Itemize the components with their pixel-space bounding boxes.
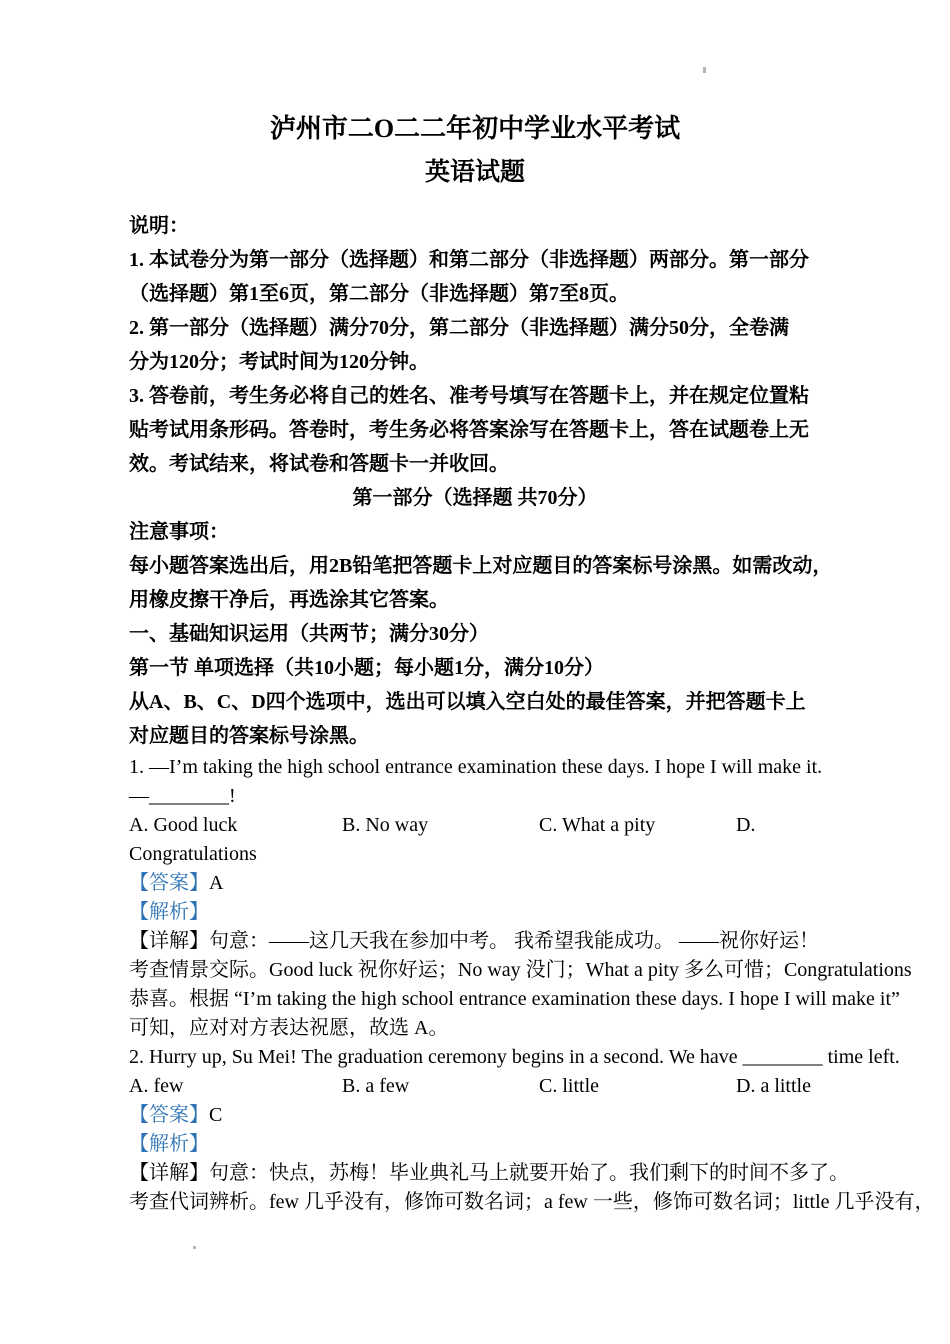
question-1-explanation-line-3: 恭喜。根据 “I’m taking the high school entrance examination these days. I hope I will make it” [129,988,900,1010]
question-1-option-b: B. No way [342,814,429,836]
answer-label: 【答案】 [129,1104,209,1126]
instruction-item-2-line-1: 2. 第一部分（选择题）满分70分，第二部分（非选择题）满分50分，全卷满 [129,317,789,339]
direction-line-1: 从A、B、C、D四个选项中，选出可以填入空白处的最佳答案，并把答题卡上 [129,691,806,713]
notice-line-1: 每小题答案选出后，用2B铅笔把答题卡上对应题目的答案标号涂黑。如需改动， [129,555,833,577]
instructions-heading: 说明： [129,215,189,237]
instruction-item-3-line-2: 贴考试用条形码。答卷时，考生务必将答案涂写在答题卡上，答在试题卷上无 [129,419,809,441]
question-2-option-d: D. a little [736,1075,811,1097]
question-1-explanation-line-2: 考查情景交际。Good luck 祝你好运；No way 没门；What a pity 多么可惜；Congratulations [129,959,912,981]
question-2-option-b: B. a few [342,1075,410,1097]
answer-label: 【答案】 [129,872,209,894]
section1-heading: 一、基础知识运用（共两节；满分30分） [129,623,489,645]
question-1-stem-line-1: 1. —I’m taking the high school entrance examination these days. I hope I will make it. [129,756,823,778]
questions-area [129,753,935,1217]
analysis-label: 【解析】 [129,901,209,923]
question-1-explanation-line-4: 可知，应对对方表达祝愿，故选 A。 [129,1017,449,1039]
question-1-option-d: D. [736,814,756,836]
exam-instructions [129,209,833,753]
exam-title: 泸州市二O二二年初中学业水平考试 [269,114,681,143]
question-1-option-a: A. Good luck [129,814,238,836]
question-2-answer-line [129,1101,821,1130]
section1-subsection-heading: 第一节 单项选择（共10小题；每小题1分，满分10分） [129,657,604,679]
document-content [129,0,935,1217]
notice-line-2: 用橡皮擦干净后，再选涂其它答案。 [129,589,449,611]
question-1-analysis-line [129,898,821,927]
question-1-stem-line-2: —________! [129,785,236,807]
part1-heading: 第一部分（选择题 共70分） [352,487,598,509]
question-1 [129,753,912,1043]
instruction-item-3-line-3: 效。考试结来，将试卷和答题卡一并收回。 [129,453,509,475]
instruction-item-1-line-2: （选择题）第1至6页，第二部分（非选择题）第7至8页。 [129,283,629,305]
instruction-item-1-line-1: 1. 本试卷分为第一部分（选择题）和第二部分（非选择题）两部分。第一部分 [129,249,809,271]
direction-line-2: 对应题目的答案标号涂黑。 [129,725,369,747]
question-2-analysis-line [129,1130,821,1159]
question-1-option-d-wrap: Congratulations [129,843,257,865]
question-1-answer: A [209,872,224,894]
analysis-label: 【解析】 [129,1133,209,1155]
instruction-item-2-line-2: 分为120分；考试时间为120分钟。 [129,351,429,373]
question-2-stem-line-1: 2. Hurry up, Su Mei! The graduation ceremony begins in a second. We have ________ time left. [129,1046,900,1068]
question-2-answer: C [209,1104,223,1126]
scan-speck [193,1246,196,1249]
question-1-option-c: C. What a pity [539,814,656,836]
question-1-options-row [129,811,821,840]
question-2-option-c: C. little [539,1075,599,1097]
question-1-answer-line [129,869,821,898]
notice-heading: 注意事项： [129,521,229,543]
question-2-explanation-line-2: 考查代词辨析。few 几乎没有，修饰可数名词；a few 一些，修饰可数名词；little 几乎没有， [129,1191,935,1213]
question-1-explanation-line-1: 【详解】句意：——这几天我在参加中考。 我希望我能成功。 ——祝你好运！ [129,930,819,952]
exam-subtitle: 英语试题 [424,159,525,186]
question-2-options-row [129,1072,821,1101]
question-2-explanation-line-1: 【详解】句意：快点，苏梅！毕业典礼马上就要开始了。我们剩下的时间不多了。 [129,1162,849,1184]
question-2 [129,1043,935,1217]
question-2-option-a: A. few [129,1075,184,1097]
instruction-item-3-line-1: 3. 答卷前，考生务必将自己的姓名、准考号填写在答题卡上，并在规定位置粘 [129,385,809,407]
